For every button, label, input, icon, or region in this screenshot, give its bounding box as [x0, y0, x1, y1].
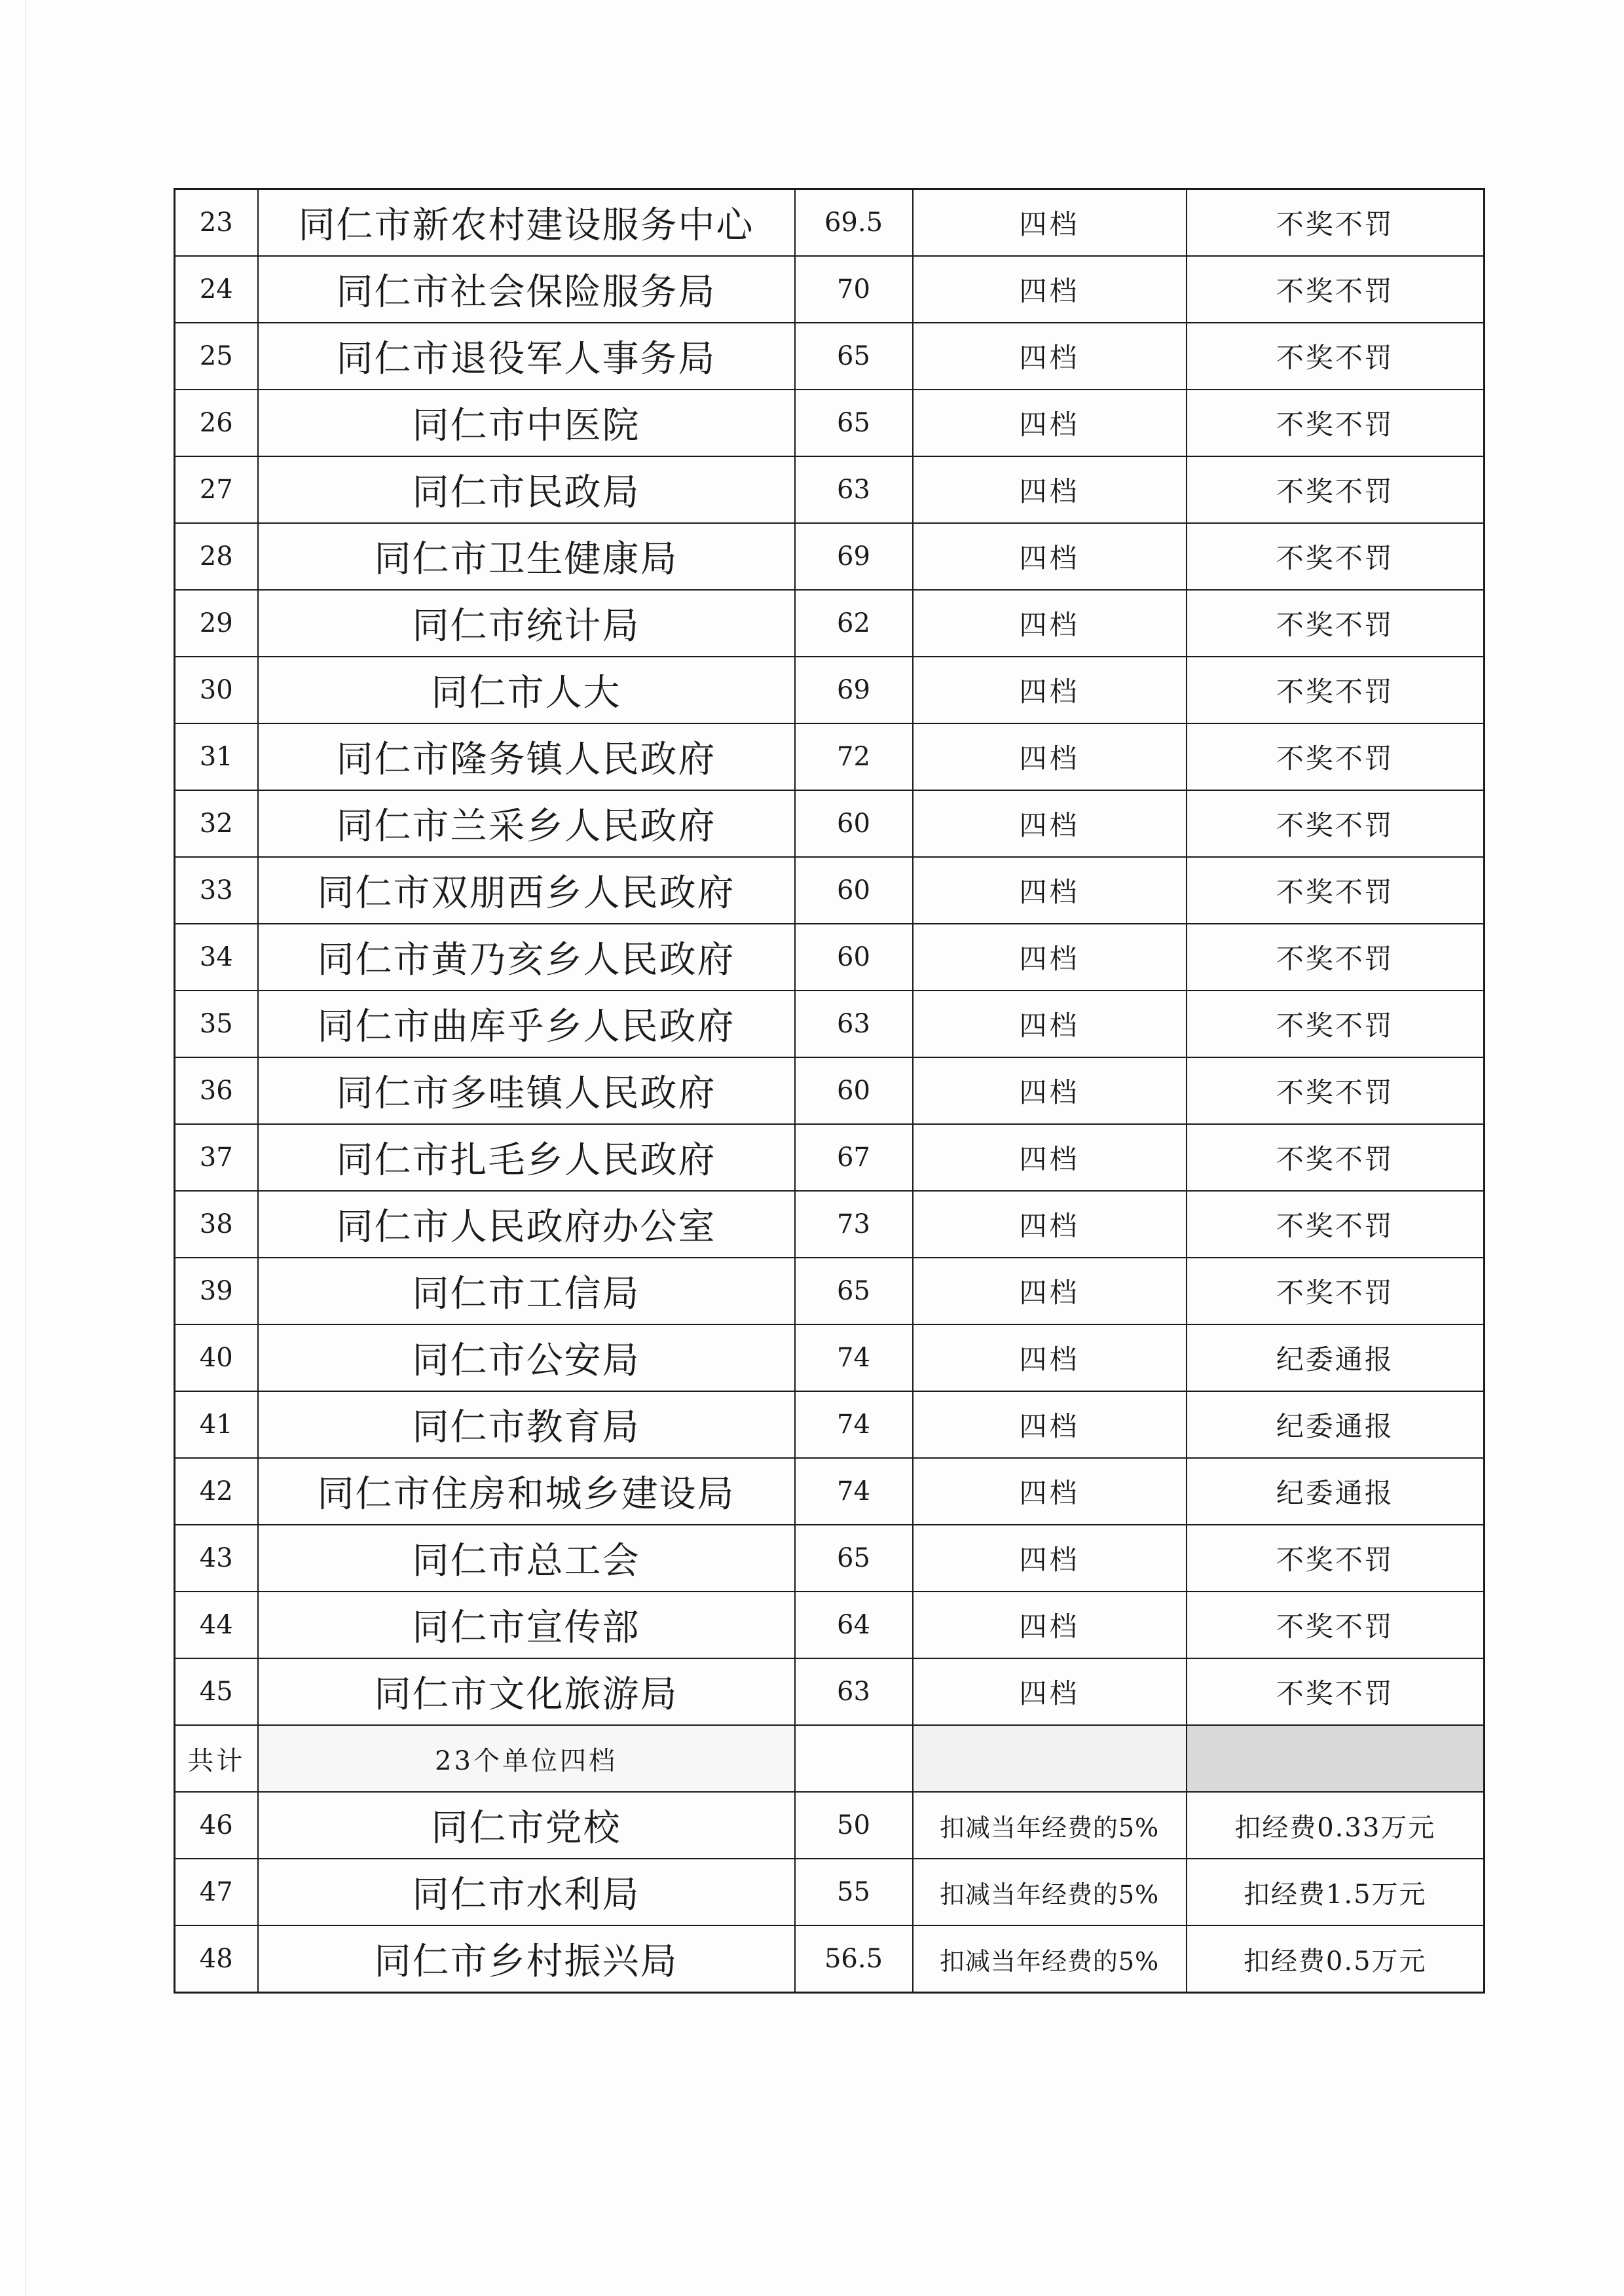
row-number: 43 [175, 1525, 258, 1592]
result: 不奖不罚 [1187, 590, 1485, 657]
unit-name: 同仁市住房和城乡建设局 [258, 1458, 795, 1525]
result: 不奖不罚 [1187, 991, 1485, 1057]
result: 纪委通报 [1187, 1324, 1485, 1391]
result: 不奖不罚 [1187, 1258, 1485, 1324]
table-row [175, 523, 1485, 590]
row-number: 48 [175, 1925, 258, 1993]
result: 不奖不罚 [1187, 1658, 1485, 1725]
table-row [175, 1324, 1485, 1391]
unit-name: 同仁市文化旅游局 [258, 1658, 795, 1725]
row-number: 29 [175, 590, 258, 657]
unit-name: 同仁市黄乃亥乡人民政府 [258, 924, 795, 991]
grade: 四档 [913, 456, 1187, 523]
row-number: 39 [175, 1258, 258, 1324]
unit-name: 同仁市水利局 [258, 1859, 795, 1925]
table-row [175, 256, 1485, 323]
grade: 四档 [913, 1124, 1187, 1191]
table-row [175, 991, 1485, 1057]
result: 不奖不罚 [1187, 390, 1485, 456]
score: 50 [795, 1792, 913, 1859]
table-row [175, 1525, 1485, 1592]
row-number: 31 [175, 723, 258, 790]
table-row [175, 390, 1485, 456]
assessment-table [174, 188, 1485, 1994]
row-number: 24 [175, 256, 258, 323]
score: 55 [795, 1859, 913, 1925]
table-row [175, 189, 1485, 257]
table-row [175, 1057, 1485, 1124]
table-row [175, 857, 1485, 924]
row-number: 45 [175, 1658, 258, 1725]
grade: 四档 [913, 1658, 1187, 1725]
grade: 四档 [913, 1324, 1187, 1391]
grade: 四档 [913, 523, 1187, 590]
result: 不奖不罚 [1187, 1057, 1485, 1124]
row-number: 46 [175, 1792, 258, 1859]
result: 不奖不罚 [1187, 657, 1485, 723]
result: 纪委通报 [1187, 1391, 1485, 1458]
table-row [175, 1925, 1485, 1993]
summary-empty-result [1187, 1725, 1485, 1792]
unit-name: 同仁市工信局 [258, 1258, 795, 1324]
table-row [175, 590, 1485, 657]
summary-text: 23个单位四档 [258, 1725, 795, 1792]
score: 63 [795, 1658, 913, 1725]
unit-name: 同仁市退役军人事务局 [258, 323, 795, 390]
table-row [175, 924, 1485, 991]
grade: 四档 [913, 1458, 1187, 1525]
grade: 四档 [913, 1592, 1187, 1658]
table-row [175, 723, 1485, 790]
grade: 四档 [913, 590, 1187, 657]
row-number: 41 [175, 1391, 258, 1458]
unit-name: 同仁市双朋西乡人民政府 [258, 857, 795, 924]
score: 70 [795, 256, 913, 323]
score: 60 [795, 790, 913, 857]
grade: 四档 [913, 323, 1187, 390]
score: 74 [795, 1391, 913, 1458]
score: 60 [795, 1057, 913, 1124]
table-row [175, 790, 1485, 857]
grade: 四档 [913, 189, 1187, 257]
grade: 四档 [913, 256, 1187, 323]
summary-empty-grade [913, 1725, 1187, 1792]
result: 不奖不罚 [1187, 790, 1485, 857]
table-row [175, 1258, 1485, 1324]
score: 74 [795, 1324, 913, 1391]
unit-name: 同仁市人大 [258, 657, 795, 723]
score: 73 [795, 1191, 913, 1258]
grade: 四档 [913, 991, 1187, 1057]
score: 65 [795, 1258, 913, 1324]
grade: 四档 [913, 790, 1187, 857]
unit-name: 同仁市乡村振兴局 [258, 1925, 795, 1993]
row-number: 34 [175, 924, 258, 991]
result: 不奖不罚 [1187, 924, 1485, 991]
result: 扣经费0.33万元 [1187, 1792, 1485, 1859]
grade: 扣减当年经费的5% [913, 1925, 1187, 1993]
score: 60 [795, 857, 913, 924]
unit-name: 同仁市扎毛乡人民政府 [258, 1124, 795, 1191]
table-row [175, 1792, 1485, 1859]
grade: 四档 [913, 723, 1187, 790]
score: 56.5 [795, 1925, 913, 1993]
grade: 四档 [913, 1191, 1187, 1258]
grade: 四档 [913, 1525, 1187, 1592]
result: 不奖不罚 [1187, 189, 1485, 257]
unit-name: 同仁市中医院 [258, 390, 795, 456]
unit-name: 同仁市隆务镇人民政府 [258, 723, 795, 790]
row-number: 26 [175, 390, 258, 456]
summary-empty-score [795, 1725, 913, 1792]
score: 69 [795, 657, 913, 723]
scan-edge-line [25, 0, 26, 2296]
score: 65 [795, 1525, 913, 1592]
row-number: 37 [175, 1124, 258, 1191]
score: 63 [795, 456, 913, 523]
grade: 四档 [913, 924, 1187, 991]
row-number: 35 [175, 991, 258, 1057]
row-number: 36 [175, 1057, 258, 1124]
unit-name: 同仁市曲库乎乡人民政府 [258, 991, 795, 1057]
unit-name: 同仁市多哇镇人民政府 [258, 1057, 795, 1124]
score: 72 [795, 723, 913, 790]
result: 不奖不罚 [1187, 523, 1485, 590]
summary-label: 共计 [175, 1725, 258, 1792]
table-row [175, 1658, 1485, 1725]
score: 65 [795, 323, 913, 390]
table-row [175, 323, 1485, 390]
unit-name: 同仁市宣传部 [258, 1592, 795, 1658]
row-number: 23 [175, 189, 258, 257]
result: 纪委通报 [1187, 1458, 1485, 1525]
score: 69.5 [795, 189, 913, 257]
score: 64 [795, 1592, 913, 1658]
unit-name: 同仁市教育局 [258, 1391, 795, 1458]
row-number: 47 [175, 1859, 258, 1925]
result: 不奖不罚 [1187, 1124, 1485, 1191]
grade: 扣减当年经费的5% [913, 1859, 1187, 1925]
grade: 四档 [913, 1258, 1187, 1324]
row-number: 25 [175, 323, 258, 390]
unit-name: 同仁市公安局 [258, 1324, 795, 1391]
score: 69 [795, 523, 913, 590]
score: 67 [795, 1124, 913, 1191]
table-row [175, 657, 1485, 723]
result: 不奖不罚 [1187, 256, 1485, 323]
unit-name: 同仁市人民政府办公室 [258, 1191, 795, 1258]
unit-name: 同仁市社会保险服务局 [258, 256, 795, 323]
unit-name: 同仁市卫生健康局 [258, 523, 795, 590]
unit-name: 同仁市新农村建设服务中心 [258, 189, 795, 257]
result: 扣经费1.5万元 [1187, 1859, 1485, 1925]
result: 不奖不罚 [1187, 1592, 1485, 1658]
unit-name: 同仁市民政局 [258, 456, 795, 523]
grade: 四档 [913, 1391, 1187, 1458]
unit-name: 同仁市兰采乡人民政府 [258, 790, 795, 857]
result: 不奖不罚 [1187, 1525, 1485, 1592]
score: 62 [795, 590, 913, 657]
summary-row [175, 1725, 1485, 1792]
unit-name: 同仁市总工会 [258, 1525, 795, 1592]
result: 不奖不罚 [1187, 456, 1485, 523]
result: 扣经费0.5万元 [1187, 1925, 1485, 1993]
grade: 四档 [913, 657, 1187, 723]
unit-name: 同仁市统计局 [258, 590, 795, 657]
table-row [175, 1592, 1485, 1658]
result: 不奖不罚 [1187, 323, 1485, 390]
result: 不奖不罚 [1187, 857, 1485, 924]
table-row [175, 1391, 1485, 1458]
grade: 四档 [913, 390, 1187, 456]
table-row [175, 1124, 1485, 1191]
score: 63 [795, 991, 913, 1057]
row-number: 44 [175, 1592, 258, 1658]
table-row [175, 1859, 1485, 1925]
assessment-table-body [175, 189, 1485, 1993]
row-number: 32 [175, 790, 258, 857]
result: 不奖不罚 [1187, 723, 1485, 790]
result: 不奖不罚 [1187, 1191, 1485, 1258]
row-number: 27 [175, 456, 258, 523]
row-number: 30 [175, 657, 258, 723]
row-number: 28 [175, 523, 258, 590]
score: 65 [795, 390, 913, 456]
row-number: 42 [175, 1458, 258, 1525]
grade: 扣减当年经费的5% [913, 1792, 1187, 1859]
table-row [175, 1458, 1485, 1525]
score: 60 [795, 924, 913, 991]
table-row [175, 456, 1485, 523]
row-number: 40 [175, 1324, 258, 1391]
row-number: 33 [175, 857, 258, 924]
grade: 四档 [913, 857, 1187, 924]
row-number: 38 [175, 1191, 258, 1258]
grade: 四档 [913, 1057, 1187, 1124]
unit-name: 同仁市党校 [258, 1792, 795, 1859]
table-row [175, 1191, 1485, 1258]
score: 74 [795, 1458, 913, 1525]
